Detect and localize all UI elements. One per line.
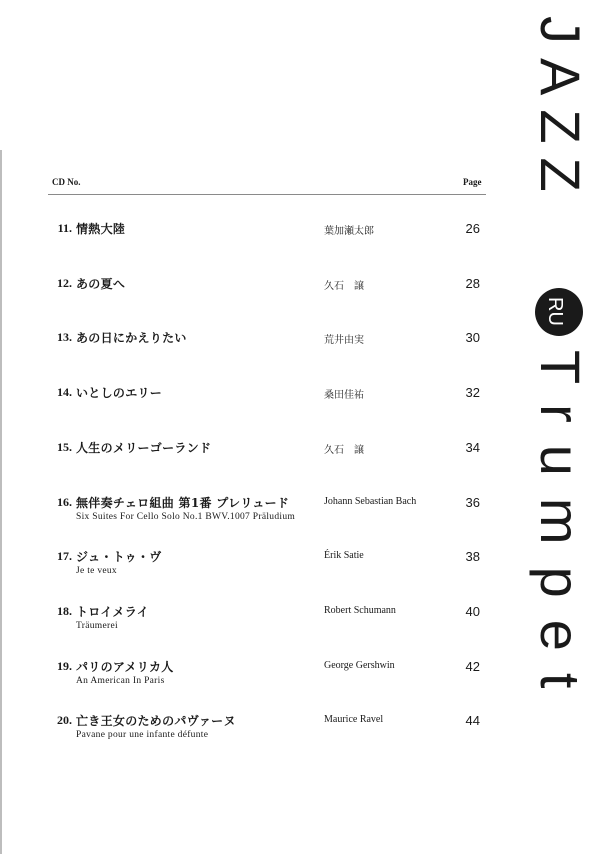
track-composer: George Gershwin (324, 660, 395, 671)
track-composer: Robert Schumann (324, 605, 396, 616)
track-number: 17. (57, 549, 72, 563)
track-title: 無伴奏チェロ組曲 第1番 プレリュード (76, 496, 290, 510)
track-number: 16. (57, 495, 72, 509)
header-divider (48, 194, 486, 195)
track-number: 14. (57, 385, 72, 399)
track-number: 19. (57, 659, 72, 673)
track-number: 13. (57, 330, 72, 344)
track-row[interactable] (0, 385, 500, 425)
track-row[interactable] (0, 659, 500, 699)
track-page: 44 (465, 713, 480, 728)
track-title: ジュ・トゥ・ヴ (76, 550, 162, 564)
track-page: 26 (465, 221, 480, 236)
track-number: 20. (57, 713, 72, 727)
track-composer: 桑田佳祐 (324, 390, 364, 401)
track-row[interactable] (0, 440, 500, 480)
track-title: パリのアメリカ人 (76, 660, 174, 674)
track-composer: 荒井由実 (324, 335, 364, 346)
track-row[interactable] (0, 713, 500, 753)
track-number: 11. (57, 221, 72, 235)
cd-no-header: CD No. (52, 177, 81, 187)
track-subtitle: Träumerei (76, 621, 118, 631)
track-row[interactable] (0, 276, 500, 316)
logo-badge-text: RU (544, 297, 566, 326)
track-subtitle: An American In Paris (76, 676, 165, 686)
track-subtitle: Pavane pour une infante défunte (76, 730, 209, 740)
track-page: 34 (465, 440, 480, 455)
track-title: あの夏へ (76, 277, 126, 291)
logo-word-trumpet: Trumpet (529, 350, 592, 711)
track-composer: Érik Satie (324, 550, 364, 561)
track-number: 12. (57, 276, 72, 290)
track-row[interactable] (0, 549, 500, 589)
track-page: 40 (465, 604, 480, 619)
track-composer: Maurice Ravel (324, 714, 384, 725)
page-header: Page (463, 177, 482, 187)
track-row[interactable] (0, 604, 500, 644)
logo-word-jazz: JAZZ (529, 16, 592, 206)
track-page: 38 (465, 549, 480, 564)
track-title: 人生のメリーゴーランド (76, 441, 212, 455)
track-row[interactable] (0, 495, 500, 535)
track-page: 30 (465, 330, 480, 345)
track-composer: 久石 譲 (324, 445, 364, 456)
track-page: 28 (465, 276, 480, 291)
track-row[interactable] (0, 221, 500, 261)
track-subtitle: Six Suites For Cello Solo No.1 BWV.1007 Präludium (76, 512, 296, 522)
track-composer: 葉加瀬太郎 (324, 226, 374, 237)
track-page: 42 (465, 659, 480, 674)
track-title: 情熱大陸 (76, 222, 126, 236)
track-title: トロイメライ (76, 605, 149, 619)
track-composer: 久石 譲 (324, 281, 364, 292)
track-page: 32 (465, 385, 480, 400)
track-title: あの日にかえりたい (76, 331, 187, 345)
jazz-ru-trumpet-logo (505, 0, 603, 854)
track-title: 亡き王女のためのパヴァーヌ (76, 714, 236, 728)
track-number: 15. (57, 440, 72, 454)
track-composer: Johann Sebastian Bach (324, 496, 417, 507)
track-row[interactable] (0, 330, 500, 370)
track-number: 18. (57, 604, 72, 618)
track-subtitle: Je te veux (76, 566, 117, 576)
track-page: 36 (465, 495, 480, 510)
track-title: いとしのエリー (76, 386, 163, 400)
